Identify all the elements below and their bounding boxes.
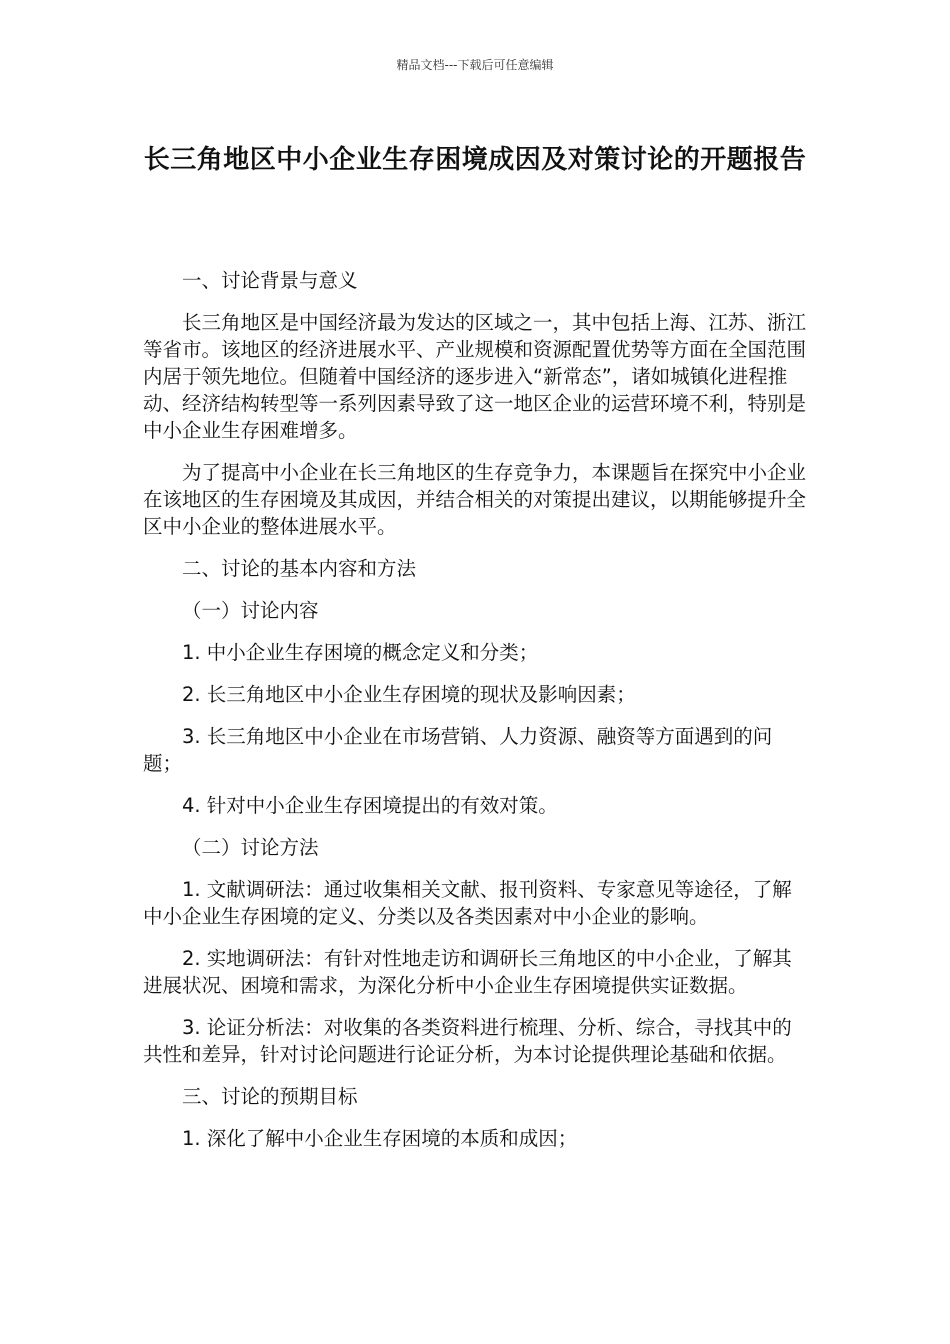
paragraph-background: 长三角地区是中国经济最为发达的区域之一，其中包括上海、江苏、浙江等省市。该地区的经济进展水平、产业规模和资源配置优势等方面在全国范围内居于领先地位。但随着中国经济的逐步进入“新常态”，诸如城镇化进程推动、经济结构转型等一系列因素导致了这一地区企业的运营环境不利，特别是中小企业生存困难增多。 (143, 311, 807, 442)
document-body (143, 267, 808, 1167)
method-item: 2. 实地调研法：有针对性地走访和调研长三角地区的中小企业，了解其进展状况、困境和需求，为深化分析中小企业生存困境提供实证数据。 (143, 947, 792, 997)
section-heading-background: 一、讨论背景与意义 (182, 269, 358, 292)
paragraph-purpose: 为了提高中小企业在长三角地区的生存竞争力，本课题旨在探究中小企业在该地区的生存困境及其成因，并结合相关的对策提出建议，以期能够提升全区中小企业的整体进展水平。 (143, 461, 807, 538)
header-note: 精品文档---下载后可任意编辑 (396, 58, 554, 72)
goal-item: 1. 深化了解中小企业生存困境的本质和成因； (182, 1127, 578, 1150)
section-heading-goals: 三、讨论的预期目标 (182, 1085, 358, 1108)
list-item: 2. 长三角地区中小企业生存困境的现状及影响因素； (182, 683, 636, 706)
method-item: 1. 文献调研法：通过收集相关文献、报刊资料、专家意见等途径，了解中小企业生存困境的定义、分类以及各类因素对中小企业的影响。 (143, 878, 792, 928)
document-title: 长三角地区中小企业生存困境成因及对策讨论的开题报告 (143, 145, 807, 175)
section-heading-content-method: 二、讨论的基本内容和方法 (182, 557, 417, 580)
list-item: 3. 长三角地区中小企业在市场营销、人力资源、融资等方面遇到的问题； (143, 725, 773, 775)
method-item: 3. 论证分析法：对收集的各类资料进行梳理、分析、综合，寻找其中的共性和差异，针对讨论问题进行论证分析，为本讨论提供理论基础和依据。 (143, 1016, 792, 1066)
list-item: 4. 针对中小企业生存困境提出的有效对策。 (182, 794, 558, 817)
subheading-content: （一）讨论内容 (182, 599, 319, 622)
list-item: 1. 中小企业生存困境的概念定义和分类； (182, 641, 539, 664)
subheading-method: （二）讨论方法 (182, 836, 319, 859)
